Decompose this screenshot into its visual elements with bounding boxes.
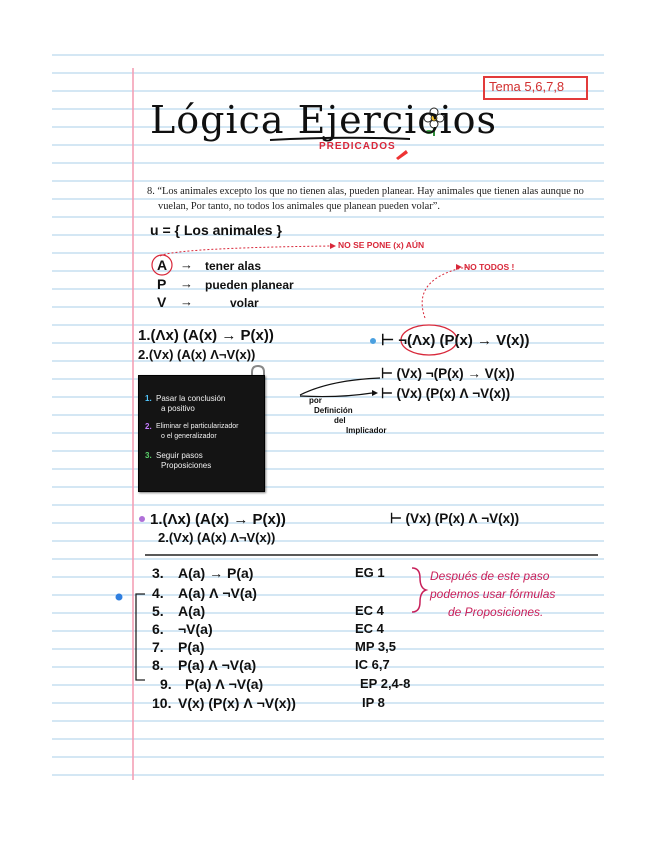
brace bbox=[412, 568, 426, 612]
bullet-dot bbox=[139, 516, 145, 522]
step-formula: P(a) Λ ¬V(a) bbox=[185, 676, 264, 692]
arrow-glyph: → bbox=[180, 257, 193, 272]
step-formula: A(a) Λ ¬V(a) bbox=[178, 585, 257, 601]
page-subtitle: PREDICADOS bbox=[319, 141, 396, 152]
note-despues-3: de Proposiciones. bbox=[448, 605, 544, 619]
bullet-dot bbox=[116, 594, 123, 601]
board-num: 3. bbox=[145, 451, 152, 460]
note-despues-1: Después de este paso bbox=[430, 569, 550, 583]
board-text: a positivo bbox=[161, 404, 195, 413]
step-number: 10. bbox=[152, 695, 172, 711]
arrow-glyph: → bbox=[180, 276, 193, 291]
problem-line-1: 8. “Los animales excepto los que no tienen alas, pueden planear. Hay animales que tienen alas aunque no bbox=[147, 186, 584, 197]
step-number: 8. bbox=[152, 657, 164, 673]
predicate-meaning: volar bbox=[230, 296, 259, 310]
premise-2-repeat: 2.(Vx) (A(x) Λ¬V(x)) bbox=[158, 530, 276, 545]
arrow-no-se-pone bbox=[160, 246, 330, 256]
chalkboard-note bbox=[138, 375, 265, 492]
conclusion-repeat: ⊢ (Vx) (P(x) Λ ¬V(x)) bbox=[390, 511, 520, 526]
predicate-symbol: A bbox=[157, 257, 168, 273]
predicate-meaning: pueden planear bbox=[205, 278, 294, 292]
step-number: 9. bbox=[160, 676, 172, 692]
board-num: 1. bbox=[145, 394, 152, 403]
step-formula: ¬V(a) bbox=[178, 621, 213, 637]
board-num: 2. bbox=[145, 422, 152, 431]
note-del: del bbox=[334, 416, 346, 425]
note-despues-2: podemos usar fórmulas bbox=[430, 587, 556, 601]
conclusion-original: ⊢ ¬(Λx) (P(x) → V(x)) bbox=[381, 332, 530, 349]
conclusion-step1: ⊢ (Vx) ¬(P(x) → V(x)) bbox=[381, 366, 515, 381]
step-number: 7. bbox=[152, 639, 164, 655]
board-text: o el generalizador bbox=[161, 433, 217, 440]
premise-1: 1.(Λx) (A(x) → P(x)) bbox=[138, 327, 274, 344]
step-formula: A(a) bbox=[178, 603, 206, 619]
step-formula: P(a) Λ ¬V(a) bbox=[178, 657, 257, 673]
arrowhead bbox=[330, 243, 336, 249]
board-text: Pasar la conclusión bbox=[156, 394, 226, 403]
board-text: Proposiciones bbox=[161, 461, 212, 470]
note-no-todos: NO TODOS ! bbox=[464, 262, 515, 272]
step-rule: IC 6,7 bbox=[355, 657, 390, 672]
board-text: Seguir pasos bbox=[156, 451, 203, 460]
problem-line-2: vuelan, Por tanto, no todos los animales que planean pueden volar”. bbox=[158, 201, 440, 212]
step-formula: A(a) → P(a) bbox=[178, 565, 254, 581]
page-title: Lógica Ejercicios bbox=[150, 98, 498, 142]
ruled-lines bbox=[52, 55, 604, 775]
step-formula: V(x) (P(x) Λ ¬V(x)) bbox=[178, 695, 296, 711]
premise-1-repeat: 1.(Λx) (A(x) → P(x)) bbox=[150, 511, 286, 528]
conclusion-step2: ⊢ (Vx) (P(x) Λ ¬V(x)) bbox=[381, 386, 511, 401]
arrow-no-todos bbox=[422, 267, 470, 318]
step-formula: P(a) bbox=[178, 639, 205, 655]
note-no-se-pone: NO SE PONE (x) AÚN bbox=[338, 240, 425, 250]
arrow-glyph: → bbox=[180, 294, 193, 309]
step-number: 6. bbox=[152, 621, 164, 637]
arrow-step1 bbox=[300, 378, 380, 395]
step-rule: EC 4 bbox=[355, 621, 384, 636]
tema-label: Tema 5,6,7,8 bbox=[489, 79, 565, 94]
pencil-icon bbox=[396, 150, 408, 160]
step-rule: MP 3,5 bbox=[355, 639, 396, 654]
predicate-symbol: V bbox=[157, 294, 167, 310]
note-implicador: Implicador bbox=[346, 426, 387, 435]
step-rule: IP 8 bbox=[362, 695, 385, 710]
step-number: 3. bbox=[152, 565, 164, 581]
step-rule: EG 1 bbox=[355, 565, 385, 580]
arrowhead bbox=[372, 390, 378, 396]
step-rule: EP 2,4-8 bbox=[360, 676, 411, 691]
board-text: Eliminar el particularizador bbox=[156, 423, 239, 430]
step-number: 4. bbox=[152, 585, 164, 601]
step-number: 5. bbox=[152, 603, 164, 619]
universe: u = { Los animales } bbox=[150, 222, 282, 238]
note-definicion: Definición bbox=[314, 406, 353, 415]
predicate-meaning: tener alas bbox=[205, 259, 262, 273]
step-rule: EC 4 bbox=[355, 603, 384, 618]
premise-2: 2.(Vx) (A(x) Λ¬V(x)) bbox=[138, 347, 256, 362]
bullet-dot bbox=[370, 338, 376, 344]
note-por: por bbox=[309, 396, 322, 405]
predicate-symbol: P bbox=[157, 276, 167, 292]
